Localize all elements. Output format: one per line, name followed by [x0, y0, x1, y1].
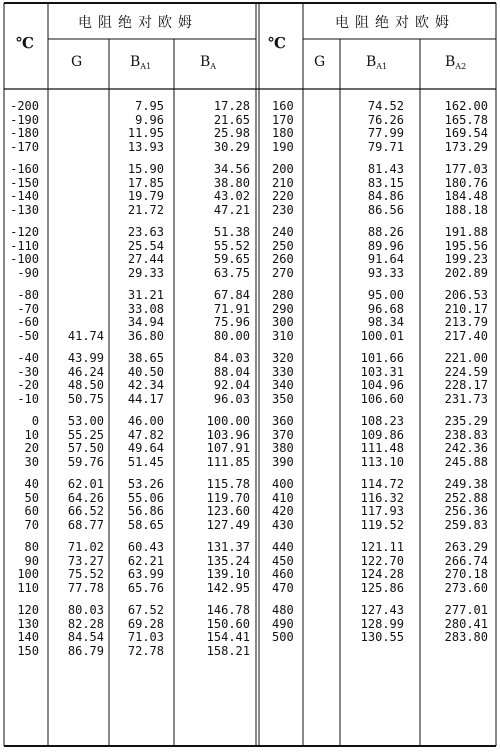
left-b-a1-cell: 67.52 [127, 603, 164, 617]
right-b-a1-cell: 127.43 [360, 603, 404, 617]
right-b-a2-cell: 206.53 [444, 288, 488, 302]
right-temp-cell: 360 [272, 414, 294, 428]
right-b-a2-cell: 259.83 [444, 517, 488, 532]
right-temp-cell: 170 [272, 112, 294, 127]
left-temp-cell: 100 [17, 567, 39, 582]
right-b-a2-cell: 210.17 [444, 301, 488, 316]
left-b-a1-cell: 7.95 [135, 99, 164, 113]
left-temp-cell: -100 [10, 252, 39, 267]
right-col-b2-header: $B_{A2}$ [445, 54, 467, 71]
right-b-a1-cell: 103.31 [360, 364, 404, 379]
right-temp-cell: 400 [272, 477, 294, 491]
right-b-a2-cell: 191.88 [444, 225, 488, 239]
left-b-a2-cell: 123.60 [206, 504, 250, 519]
left-b-a2-cell: 150.60 [206, 616, 250, 631]
right-temp-cell: 420 [272, 504, 294, 519]
left-b-a2-cell: 55.52 [213, 238, 250, 253]
left-b-a2-cell: 119.70 [206, 490, 250, 505]
left-temp-cell: 150 [17, 643, 39, 658]
right-b-a2-cell: 221.00 [444, 351, 488, 365]
right-b-a1-cell: 109.86 [360, 427, 404, 442]
right-b-a2-cell: 280.41 [444, 616, 488, 631]
left-b-a2-cell: 146.78 [206, 603, 250, 617]
left-temp-cell: -200 [10, 99, 39, 113]
left-temp-cell: -40 [17, 351, 39, 365]
left-b-a1-cell: 11.95 [127, 126, 164, 141]
right-temp-cell: 460 [272, 567, 294, 582]
left-b-a1-cell: 38.65 [127, 351, 164, 365]
right-temp-cell: 320 [272, 351, 294, 365]
left-temp-cell: -120 [10, 225, 39, 239]
left-temp-cell: 140 [17, 630, 39, 645]
left-b-a1-cell: 60.43 [127, 540, 164, 554]
left-b-a2-cell: 21.65 [213, 112, 250, 127]
right-temp-cell: 480 [272, 603, 294, 617]
left-b-a1-cell: 31.21 [127, 288, 164, 302]
right-b-a2-cell: 263.29 [444, 540, 488, 554]
left-b-a2-cell: 38.80 [213, 175, 250, 190]
left-b-a1-cell: 40.50 [127, 364, 164, 379]
right-b-a2-cell: 245.88 [444, 454, 488, 469]
right-b-a2-cell: 249.38 [444, 477, 488, 491]
right-b-a2-cell: 199.23 [444, 252, 488, 267]
left-temp-header: ℃ [16, 34, 34, 52]
right-b-a2-cell: 184.48 [444, 189, 488, 204]
right-b-a2-cell: 256.36 [444, 504, 488, 519]
left-temp-cell: -30 [17, 364, 39, 379]
right-b-a2-cell: 177.03 [444, 162, 488, 176]
left-b-a2-cell: 75.96 [213, 315, 250, 330]
left-g-cell: 55.25 [67, 427, 104, 442]
right-temp-cell: 440 [272, 540, 294, 554]
left-g-cell: 64.26 [67, 490, 104, 505]
left-b-a1-cell: 69.28 [127, 616, 164, 631]
left-temp-cell: 10 [24, 427, 39, 442]
right-b-a2-cell: 277.01 [444, 603, 488, 617]
right-b-a1-cell: 125.86 [360, 580, 404, 595]
left-g-cell: 53.00 [67, 414, 104, 428]
left-b-a2-cell: 51.38 [213, 225, 250, 239]
left-temp-cell: -90 [17, 265, 39, 280]
left-b-a1-cell: 25.54 [127, 238, 164, 253]
right-b-a2-cell: 235.29 [444, 414, 488, 428]
left-b-a2-cell: 158.21 [206, 643, 250, 658]
left-b-a2-cell: 59.65 [213, 252, 250, 267]
right-temp-cell: 230 [272, 202, 294, 217]
left-b-a1-cell: 44.17 [127, 391, 164, 406]
left-b-a1-cell: 33.08 [127, 301, 164, 316]
right-b-a1-cell: 101.66 [360, 351, 404, 365]
right-b-a1-cell: 91.64 [367, 252, 404, 267]
left-g-cell: 73.27 [67, 553, 104, 568]
left-b-a2-cell: 135.24 [206, 553, 250, 568]
left-g-cell: 48.50 [67, 378, 104, 393]
right-b-a2-cell: 169.54 [444, 126, 488, 141]
right-temp-cell: 350 [272, 391, 294, 406]
left-g-cell: 68.77 [67, 517, 104, 532]
left-temp-cell: 80 [24, 540, 39, 554]
left-b-a2-cell: 139.10 [206, 567, 250, 582]
left-b-a1-cell: 13.93 [127, 139, 164, 154]
right-b-a1-cell: 104.96 [360, 378, 404, 393]
right-temp-cell: 250 [272, 238, 294, 253]
right-b-a2-cell: 188.18 [444, 202, 488, 217]
left-b-a2-cell: 63.75 [213, 265, 250, 280]
right-b-a1-cell: 113.10 [360, 454, 404, 469]
right-b-a1-cell: 89.96 [367, 238, 404, 253]
left-temp-cell: 50 [24, 490, 39, 505]
left-temp-cell: -70 [17, 301, 39, 316]
right-b-a2-cell: 270.18 [444, 567, 488, 582]
right-b-a1-cell: 117.93 [360, 504, 404, 519]
left-b-a1-cell: 55.06 [127, 490, 164, 505]
right-temp-cell: 430 [272, 517, 294, 532]
left-b-a1-cell: 15.90 [127, 162, 164, 176]
left-temp-cell: -150 [10, 175, 39, 190]
left-b-a1-cell: 29.33 [127, 265, 164, 280]
left-b-a2-cell: 115.78 [206, 477, 250, 491]
left-temp-cell: 70 [24, 517, 39, 532]
left-temp-cell: -130 [10, 202, 39, 217]
right-temp-cell: 490 [272, 616, 294, 631]
right-temp-cell: 390 [272, 454, 294, 469]
right-b-a1-cell: 119.52 [360, 517, 404, 532]
left-b-a1-cell: 71.03 [127, 630, 164, 645]
right-b-a1-cell: 116.32 [360, 490, 404, 505]
left-b-a2-cell: 47.21 [213, 202, 250, 217]
right-b-a1-cell: 124.28 [360, 567, 404, 582]
left-b-a1-cell: 63.99 [127, 567, 164, 582]
right-b-a2-cell: 195.56 [444, 238, 488, 253]
right-title: 电阻绝对欧姆 [335, 15, 455, 31]
left-g-cell: 80.03 [67, 603, 104, 617]
right-b-a2-cell: 217.40 [444, 328, 488, 343]
left-g-cell: 41.74 [67, 328, 104, 343]
left-b-a2-cell: 127.49 [206, 517, 250, 532]
left-b-a2-cell: 80.00 [213, 328, 250, 343]
right-col-b1-header: $B_{A1}$ [366, 54, 388, 71]
left-b-a2-cell: 71.91 [213, 301, 250, 316]
right-temp-cell: 450 [272, 553, 294, 568]
right-temp-cell: 380 [272, 441, 294, 456]
left-g-cell: 57.50 [67, 441, 104, 456]
right-b-a2-cell: 213.79 [444, 315, 488, 330]
left-b-a1-cell: 51.45 [127, 454, 164, 469]
left-g-cell: 50.75 [67, 391, 104, 406]
right-b-a2-cell: 283.80 [444, 630, 488, 645]
left-col-b1-header: $B_{A1}$ [130, 54, 152, 71]
left-temp-cell: -20 [17, 378, 39, 393]
right-b-a1-cell: 108.23 [360, 414, 404, 428]
left-b-a2-cell: 111.85 [206, 454, 250, 469]
left-b-a1-cell: 19.79 [127, 189, 164, 204]
left-b-a1-cell: 23.63 [127, 225, 164, 239]
left-b-a1-cell: 65.76 [127, 580, 164, 595]
right-b-a2-cell: 165.78 [444, 112, 488, 127]
left-b-a2-cell: 154.41 [206, 630, 250, 645]
right-b-a1-cell: 98.34 [367, 315, 404, 330]
right-b-a2-cell: 180.76 [444, 175, 488, 190]
left-temp-cell: -190 [10, 112, 39, 127]
right-b-a1-cell: 83.15 [367, 175, 404, 190]
right-b-a1-cell: 77.99 [367, 126, 404, 141]
right-b-a1-cell: 114.72 [360, 477, 404, 491]
left-temp-cell: -10 [17, 391, 39, 406]
left-b-a2-cell: 43.02 [213, 189, 250, 204]
right-b-a1-cell: 93.33 [367, 265, 404, 280]
right-b-a1-cell: 111.48 [360, 441, 404, 456]
right-b-a1-cell: 130.55 [360, 630, 404, 645]
left-b-a2-cell: 142.95 [206, 580, 250, 595]
left-g-cell: 86.79 [67, 643, 104, 658]
left-b-a1-cell: 17.85 [127, 175, 164, 190]
left-b-a2-cell: 25.98 [213, 126, 250, 141]
left-b-a1-cell: 46.00 [127, 414, 164, 428]
left-temp-cell: 30 [24, 454, 39, 469]
right-b-a1-cell: 74.52 [367, 99, 404, 113]
left-b-a1-cell: 53.26 [127, 477, 164, 491]
right-temp-cell: 240 [272, 225, 294, 239]
right-b-a1-cell: 100.01 [360, 328, 404, 343]
left-g-cell: 75.52 [67, 567, 104, 582]
right-b-a2-cell: 238.83 [444, 427, 488, 442]
right-b-a2-cell: 162.00 [444, 99, 488, 113]
left-b-a1-cell: 27.44 [127, 252, 164, 267]
left-temp-cell: -160 [10, 162, 39, 176]
left-temp-cell: 110 [17, 580, 39, 595]
left-b-a2-cell: 17.28 [213, 99, 250, 113]
right-b-a2-cell: 242.36 [444, 441, 488, 456]
right-temp-cell: 160 [272, 99, 294, 113]
left-temp-cell: -140 [10, 189, 39, 204]
left-b-a1-cell: 42.34 [127, 378, 164, 393]
right-col-g-header: G [314, 54, 326, 70]
left-g-cell: 62.01 [67, 477, 104, 491]
right-temp-cell: 260 [272, 252, 294, 267]
left-g-cell: 84.54 [67, 630, 104, 645]
left-temp-cell: -110 [10, 238, 39, 253]
right-temp-cell: 470 [272, 580, 294, 595]
right-b-a1-cell: 79.71 [367, 139, 404, 154]
right-temp-cell: 200 [272, 162, 294, 176]
left-g-cell: 46.24 [67, 364, 104, 379]
left-b-a2-cell: 100.00 [206, 414, 250, 428]
right-temp-cell: 190 [272, 139, 294, 154]
left-g-cell: 59.76 [67, 454, 104, 469]
left-g-cell: 77.78 [67, 580, 104, 595]
left-b-a2-cell: 131.37 [206, 540, 250, 554]
right-b-a1-cell: 86.56 [367, 202, 404, 217]
left-b-a2-cell: 67.84 [213, 288, 250, 302]
left-b-a1-cell: 9.96 [135, 112, 164, 127]
right-temp-cell: 270 [272, 265, 294, 280]
right-temp-cell: 210 [272, 175, 294, 190]
right-b-a2-cell: 252.88 [444, 490, 488, 505]
right-temp-cell: 220 [272, 189, 294, 204]
left-temp-cell: 130 [17, 616, 39, 631]
right-temp-cell: 180 [272, 126, 294, 141]
left-b-a2-cell: 107.91 [206, 441, 250, 456]
left-col-g-header: G [71, 54, 83, 70]
left-temp-cell: 0 [31, 414, 39, 428]
left-temp-cell: -180 [10, 126, 39, 141]
left-temp-cell: 60 [24, 504, 39, 519]
right-b-a1-cell: 128.99 [360, 616, 404, 631]
right-b-a2-cell: 273.60 [444, 580, 488, 595]
left-b-a1-cell: 58.65 [127, 517, 164, 532]
left-b-a1-cell: 36.80 [127, 328, 164, 343]
left-b-a2-cell: 34.56 [213, 162, 250, 176]
left-g-cell: 66.52 [67, 504, 104, 519]
left-b-a2-cell: 88.04 [213, 364, 250, 379]
right-b-a1-cell: 76.26 [367, 112, 404, 127]
left-b-a1-cell: 62.21 [127, 553, 164, 568]
left-title: 电阻绝对欧姆 [78, 15, 198, 31]
left-b-a2-cell: 84.03 [213, 351, 250, 365]
left-b-a1-cell: 47.82 [127, 427, 164, 442]
left-b-a2-cell: 103.96 [206, 427, 250, 442]
right-b-a1-cell: 121.11 [360, 540, 404, 554]
right-b-a1-cell: 122.70 [360, 553, 404, 568]
left-temp-cell: -80 [17, 288, 39, 302]
right-b-a2-cell: 231.73 [444, 391, 488, 406]
left-temp-cell: 120 [17, 603, 39, 617]
left-temp-cell: -170 [10, 139, 39, 154]
right-b-a1-cell: 96.68 [367, 301, 404, 316]
right-temp-cell: 290 [272, 301, 294, 316]
left-b-a1-cell: 72.78 [127, 643, 164, 658]
right-temp-cell: 300 [272, 315, 294, 330]
left-temp-cell: -50 [17, 328, 39, 343]
left-g-cell: 43.99 [67, 351, 104, 365]
right-b-a1-cell: 95.00 [367, 288, 404, 302]
left-b-a1-cell: 21.72 [127, 202, 164, 217]
left-b-a2-cell: 96.03 [213, 391, 250, 406]
right-temp-cell: 310 [272, 328, 294, 343]
right-temp-cell: 410 [272, 490, 294, 505]
right-b-a1-cell: 88.26 [367, 225, 404, 239]
right-b-a2-cell: 202.89 [444, 265, 488, 280]
left-col-b2-header: $B_A$ [200, 54, 217, 71]
right-temp-cell: 280 [272, 288, 294, 302]
right-b-a1-cell: 106.60 [360, 391, 404, 406]
left-b-a1-cell: 49.64 [127, 441, 164, 456]
right-b-a2-cell: 266.74 [444, 553, 488, 568]
left-b-a2-cell: 30.29 [213, 139, 250, 154]
left-b-a2-cell: 92.04 [213, 378, 250, 393]
right-temp-cell: 340 [272, 378, 294, 393]
right-b-a1-cell: 84.86 [367, 189, 404, 204]
left-temp-cell: -60 [17, 315, 39, 330]
left-g-cell: 71.02 [67, 540, 104, 554]
left-g-cell: 82.28 [67, 616, 104, 631]
left-temp-cell: 90 [24, 553, 39, 568]
right-temp-header: ℃ [268, 34, 286, 52]
left-b-a1-cell: 56.86 [127, 504, 164, 519]
left-temp-cell: 20 [24, 441, 39, 456]
right-temp-cell: 330 [272, 364, 294, 379]
right-b-a2-cell: 224.59 [444, 364, 488, 379]
right-b-a2-cell: 228.17 [444, 378, 488, 393]
right-b-a1-cell: 81.43 [367, 162, 404, 176]
left-b-a1-cell: 34.94 [127, 315, 164, 330]
right-temp-cell: 370 [272, 427, 294, 442]
left-temp-cell: 40 [24, 477, 39, 491]
right-temp-cell: 500 [272, 630, 294, 645]
right-b-a2-cell: 173.29 [444, 139, 488, 154]
